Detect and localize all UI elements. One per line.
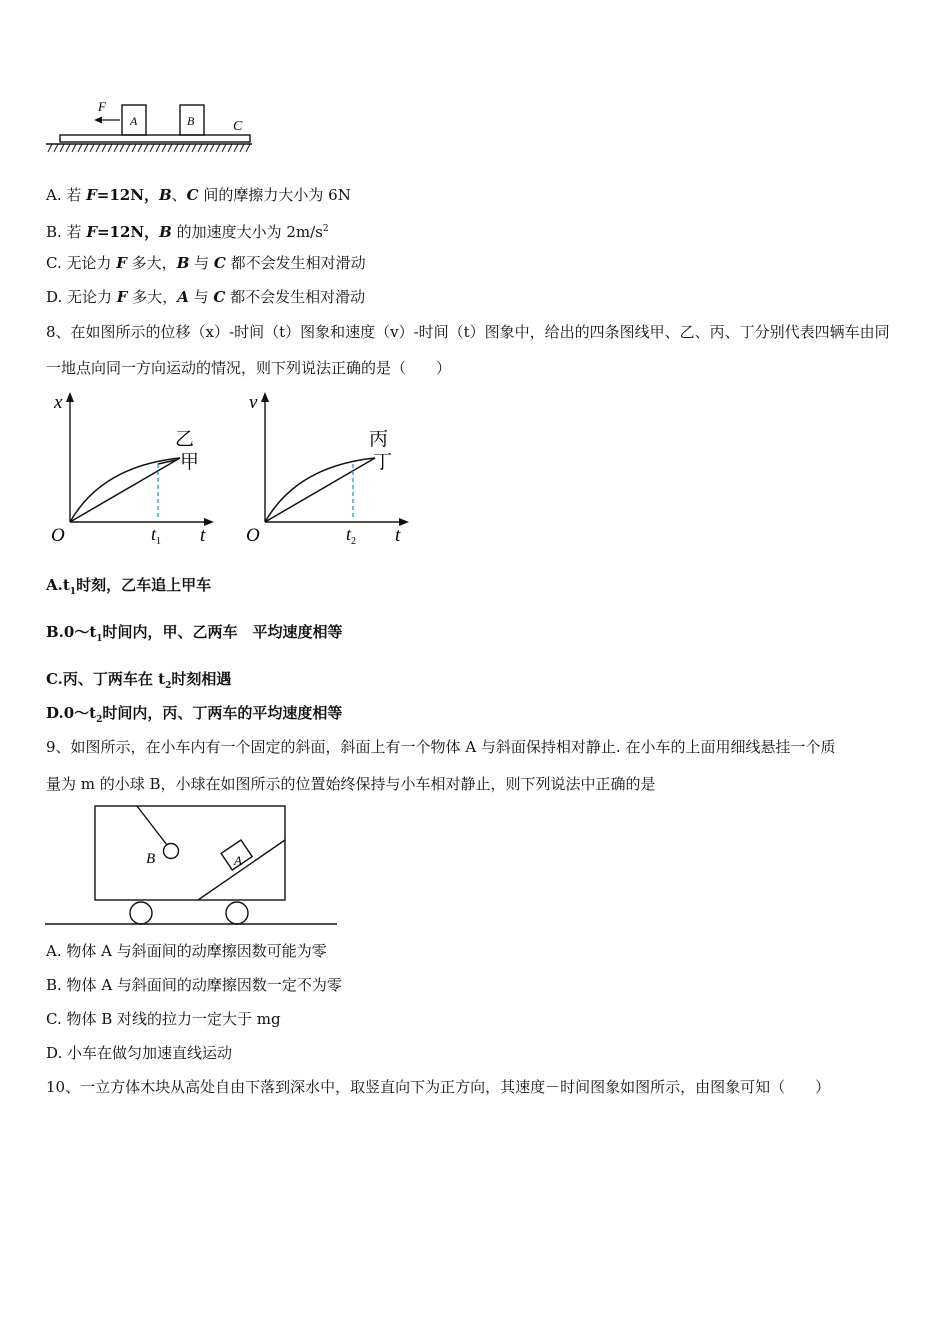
q9-option-a: A. 物体 A 与斜面间的动摩擦因数可能为零	[46, 942, 327, 960]
q8-option-b: $B.0\sim t_1$时间内，甲、乙两车 平均速度相等	[46, 623, 343, 644]
x-t-y-label: x	[54, 392, 63, 413]
cart-body	[95, 806, 285, 900]
v-t-graph	[235, 388, 415, 548]
q9-option-b: B. 物体 A 与斜面间的动摩擦因数一定不为零	[46, 976, 342, 994]
force-arrowhead	[94, 117, 102, 124]
hatch-mark	[108, 144, 112, 152]
v-t-y-label: v	[249, 392, 258, 413]
v-t-x-label: t	[395, 525, 401, 546]
string	[137, 806, 167, 845]
block-a-label: A	[130, 114, 138, 128]
v-t-tick: $t_2$	[346, 524, 357, 547]
q8-stem-line2: 一地点向同一方向运动的情况，则下列说法正确的是（ ）	[46, 359, 452, 377]
hatch-mark	[66, 144, 70, 152]
hatch-mark	[156, 144, 160, 152]
label-bing: 丙	[369, 429, 389, 450]
wheel-left	[130, 902, 152, 924]
hatch-mark	[192, 144, 196, 152]
hatch-mark	[60, 144, 64, 152]
plank-c-label: C	[233, 119, 243, 134]
hatch-mark	[210, 144, 214, 152]
label-yi: 乙	[175, 429, 195, 450]
q9-stem-line2: 量为 m 的小球 B，小球在如图所示的位置始终保持与小车相对静止，则下列说法中正确的是	[46, 775, 656, 793]
hatch-mark	[54, 144, 58, 152]
force-label: F	[98, 99, 106, 114]
blocks-on-plank-figure	[40, 95, 260, 157]
hatch-mark	[144, 144, 148, 152]
ground-hatching	[48, 144, 250, 152]
hatch-mark	[48, 144, 52, 152]
q9-stem-line1: 9、如图所示，在小车内有一个固定的斜面，斜面上有一个物体 A 与斜面保持相对静止. 在小车的上面用细线悬挂一个质	[46, 738, 836, 756]
plank-c	[60, 135, 250, 142]
v-t-y-arrow	[261, 392, 269, 402]
block-b-label: B	[187, 114, 195, 128]
x-t-x-arrow	[204, 518, 214, 526]
x-t-tick: $t_1$	[151, 524, 162, 547]
hatch-mark	[246, 144, 250, 152]
line-ding	[265, 458, 375, 522]
wheel-right	[226, 902, 248, 924]
q7-option-d: D. 无论力 F 多大，A 与 C 都不会发生相对滑动	[46, 288, 366, 306]
hatch-mark	[120, 144, 124, 152]
hatch-mark	[162, 144, 166, 152]
hatch-mark	[138, 144, 142, 152]
hatch-mark	[150, 144, 154, 152]
label-ding: 丁	[373, 452, 393, 473]
ball-b	[164, 844, 179, 859]
x-t-y-arrow	[66, 392, 74, 402]
q8-option-a: $A.t_1$时刻，乙车追上甲车	[46, 576, 212, 597]
cart-incline-figure	[40, 800, 345, 930]
hatch-mark	[114, 144, 118, 152]
hatch-mark	[174, 144, 178, 152]
hatch-mark	[186, 144, 190, 152]
hatch-mark	[198, 144, 202, 152]
hatch-mark	[228, 144, 232, 152]
block-a-incline-label: A	[234, 853, 242, 868]
hatch-mark	[204, 144, 208, 152]
q8-option-c: C.丙、丁两车在 $t_2$时刻相遇	[46, 670, 232, 691]
line-jia	[70, 458, 180, 522]
ball-b-label: B	[146, 851, 156, 867]
hatch-mark	[72, 144, 76, 152]
hatch-mark	[132, 144, 136, 152]
x-t-graph	[40, 388, 220, 548]
hatch-mark	[102, 144, 106, 152]
q10-stem: 10、一立方体木块从高处自由下落到深水中，取竖直向下为正方向，其速度－时间图象如图所示，由图象可知（ ）	[46, 1078, 831, 1096]
hatch-mark	[168, 144, 172, 152]
q8-stem-line1: 8、在如图所示的位移（x）-时间（t）图象和速度（v）-时间（t）图象中，给出的四条图线甲、乙、丙、丁分别代表四辆车由同	[46, 323, 890, 341]
q9-option-c: C. 物体 B 对线的拉力一定大于 mg	[46, 1010, 281, 1028]
hatch-mark	[126, 144, 130, 152]
hatch-mark	[234, 144, 238, 152]
v-t-origin: O	[246, 525, 260, 546]
hatch-mark	[84, 144, 88, 152]
hatch-mark	[240, 144, 244, 152]
x-t-origin: O	[51, 525, 65, 546]
hatch-mark	[78, 144, 82, 152]
q7-option-a: A. 若 F=12N，B、C 间的摩擦力大小为 6N	[46, 186, 351, 204]
q8-option-d: $D.0\sim t_2$时间内，丙、丁两车的平均速度相等	[46, 704, 343, 725]
hatch-mark	[180, 144, 184, 152]
hatch-mark	[90, 144, 94, 152]
x-t-x-label: t	[200, 525, 206, 546]
v-t-x-arrow	[399, 518, 409, 526]
q9-option-d: D. 小车在做匀加速直线运动	[46, 1044, 233, 1062]
hatch-mark	[222, 144, 226, 152]
q7-option-b: B. 若 F=12N，B 的加速度大小为 $2m/s^2$	[46, 223, 329, 241]
label-jia: 甲	[180, 452, 200, 473]
hatch-mark	[96, 144, 100, 152]
q7-option-c: C. 无论力 F 多大，B 与 C 都不会发生相对滑动	[46, 254, 366, 272]
incline	[198, 840, 285, 900]
hatch-mark	[216, 144, 220, 152]
